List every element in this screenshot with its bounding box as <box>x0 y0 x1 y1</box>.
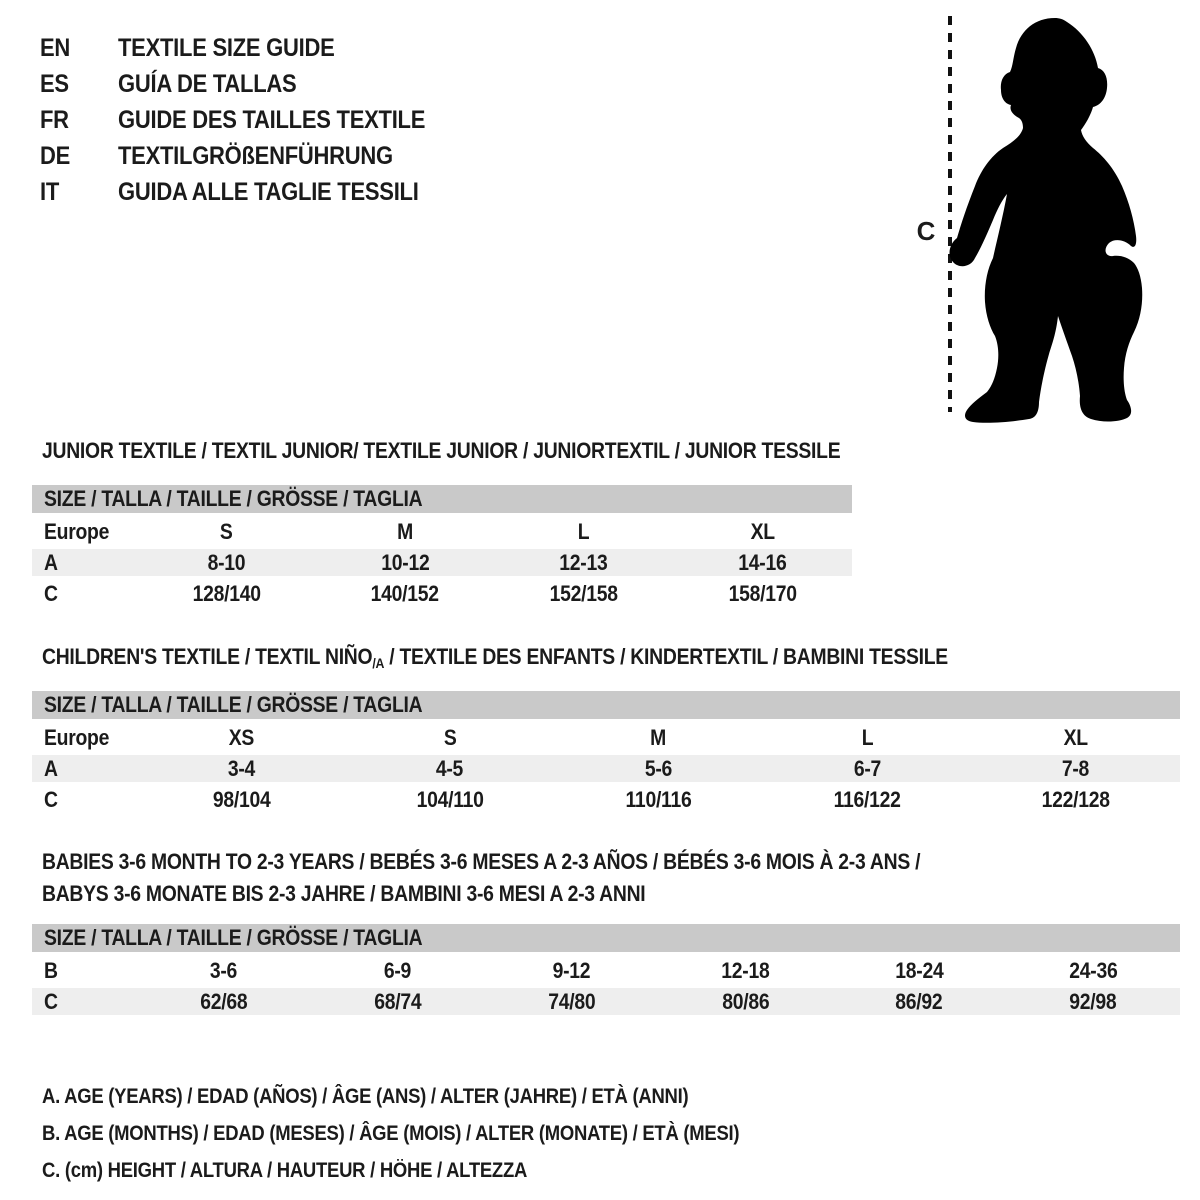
table-row-height <box>32 784 1180 815</box>
height-cell: 98/104 <box>212 786 271 812</box>
babies-title-line1: BABIES 3-6 MONTH TO 2-3 YEARS / BEBÉS 3-6 MESES A 2-3 AÑOS / BÉBÉS 3-6 MOIS À 2-3 ANS / <box>42 849 921 874</box>
children-size-table <box>32 691 1180 815</box>
height-cell: 140/152 <box>371 580 440 606</box>
children-title-sub: /A <box>372 655 385 671</box>
size-cell: L <box>578 518 590 544</box>
height-measure-label: C <box>916 216 936 246</box>
height-cell: 158/170 <box>728 580 797 606</box>
babies-size-table <box>32 924 1180 1017</box>
section-title-junior <box>42 438 949 464</box>
size-cell: XL <box>1063 724 1088 750</box>
size-cell: XS <box>228 724 254 750</box>
language-label: TEXTILE SIZE GUIDE <box>118 33 335 62</box>
months-cell: 6-9 <box>384 957 412 983</box>
language-label: GUÍA DE TALLAS <box>118 69 297 98</box>
legend-line-b <box>42 1115 834 1152</box>
size-cell: S <box>220 518 233 544</box>
language-row-es <box>40 66 467 102</box>
legend <box>42 1078 834 1189</box>
row-label: C <box>44 988 58 1014</box>
months-cell: 12-18 <box>721 957 770 983</box>
height-cell: 116/122 <box>833 786 901 812</box>
months-cell: 18-24 <box>895 957 944 983</box>
children-title-post: / TEXTILE DES ENFANTS / KINDERTEXTIL / BAMBINI TESSILE <box>384 644 948 669</box>
size-header-bar <box>32 691 1180 719</box>
table-row-europe <box>32 722 1180 753</box>
language-code: FR <box>40 105 69 134</box>
legend-text: A. AGE (YEARS) / EDAD (AÑOS) / ÂGE (ANS) / ALTER (JAHRE) / ETÀ (ANNI) <box>42 1084 689 1108</box>
age-cell: 7-8 <box>1062 755 1090 781</box>
language-row-fr <box>40 102 467 138</box>
row-label: C <box>44 580 58 606</box>
height-cell: 74/80 <box>547 988 596 1014</box>
language-code: DE <box>40 141 71 170</box>
language-label: GUIDE DES TAILLES TEXTILE <box>118 105 426 134</box>
months-cell: 3-6 <box>210 957 238 983</box>
height-cell: 86/92 <box>895 988 943 1014</box>
language-row-en <box>40 30 467 66</box>
size-cell: M <box>650 724 667 750</box>
age-cell: 12-13 <box>559 549 608 575</box>
row-label: C <box>44 786 58 812</box>
legend-line-c <box>42 1152 834 1189</box>
age-cell: 4-5 <box>436 755 464 781</box>
age-cell: 3-4 <box>227 755 255 781</box>
language-row-it <box>40 174 467 210</box>
language-row-de <box>40 138 467 174</box>
legend-line-a <box>42 1078 834 1115</box>
size-header-text: SIZE / TALLA / TAILLE / GRÖSSE / TAGLIA <box>44 925 423 950</box>
size-header-bar <box>32 485 852 513</box>
months-cell: 9-12 <box>552 957 591 983</box>
section-title-children <box>42 644 1071 670</box>
legend-text: C. (cm) HEIGHT / ALTURA / HAUTEUR / HÖHE / ALTEZZA <box>42 1158 528 1182</box>
children-title-pre: CHILDREN'S TEXTILE / TEXTIL NIÑO <box>42 644 373 669</box>
age-cell: 5-6 <box>644 755 673 781</box>
height-cell: 122/128 <box>1041 786 1110 812</box>
size-header-bar <box>32 924 1180 952</box>
height-cell: 128/140 <box>192 580 261 606</box>
height-cell: 92/98 <box>1069 988 1117 1014</box>
months-cell: 24-36 <box>1068 957 1118 983</box>
table-row-europe <box>32 516 852 547</box>
language-label: GUIDA ALLE TAGLIE TESSILI <box>118 177 419 206</box>
table-row-height <box>32 986 1180 1017</box>
age-cell: 10-12 <box>381 549 430 575</box>
section-title-children-text <box>42 644 948 670</box>
size-cell: XL <box>750 518 775 544</box>
section-title-junior-text: JUNIOR TEXTILE / TEXTIL JUNIOR/ TEXTILE JUNIOR / JUNIORTEXTIL / JUNIOR TESSILE <box>42 438 841 463</box>
size-cell: S <box>443 724 457 750</box>
language-list <box>40 30 467 210</box>
language-label: TEXTILGRÖßENFÜHRUNG <box>118 141 393 170</box>
size-header-text: SIZE / TALLA / TAILLE / GRÖSSE / TAGLIA <box>44 692 423 717</box>
language-code: ES <box>40 69 69 98</box>
table-row-age <box>32 547 852 578</box>
toddler-silhouette-icon <box>950 18 1143 423</box>
table-row-months <box>32 955 1180 986</box>
age-cell: 14-16 <box>738 549 787 575</box>
height-cell: 152/158 <box>549 580 618 606</box>
junior-size-table <box>32 485 852 609</box>
height-cell: 80/86 <box>721 988 769 1014</box>
height-cell: 104/110 <box>416 786 484 812</box>
size-cell: L <box>861 724 873 750</box>
section-title-babies <box>42 846 1040 910</box>
row-label: A <box>44 549 58 575</box>
table-row-height <box>32 578 852 609</box>
age-cell: 6-7 <box>853 755 881 781</box>
row-label: Europe <box>44 724 110 750</box>
height-cell: 62/68 <box>200 988 248 1014</box>
size-cell: M <box>397 518 414 544</box>
language-code: EN <box>40 33 71 62</box>
size-header-text: SIZE / TALLA / TAILLE / GRÖSSE / TAGLIA <box>44 486 423 511</box>
height-cell: 68/74 <box>374 988 422 1014</box>
row-label: Europe <box>44 518 110 544</box>
babies-title-line2: BABYS 3-6 MONATE BIS 2-3 JAHRE / BAMBINI 3-6 MESI A 2-3 ANNI <box>42 881 646 906</box>
height-cell: 110/116 <box>625 786 692 812</box>
age-cell: 8-10 <box>207 549 246 575</box>
table-row-age <box>32 753 1180 784</box>
language-code: IT <box>40 177 60 206</box>
legend-text: B. AGE (MONTHS) / EDAD (MESES) / ÂGE (MOIS) / ALTER (MONATE) / ETÀ (MESI) <box>42 1121 740 1145</box>
row-label: A <box>44 755 58 781</box>
row-label: B <box>44 957 58 983</box>
